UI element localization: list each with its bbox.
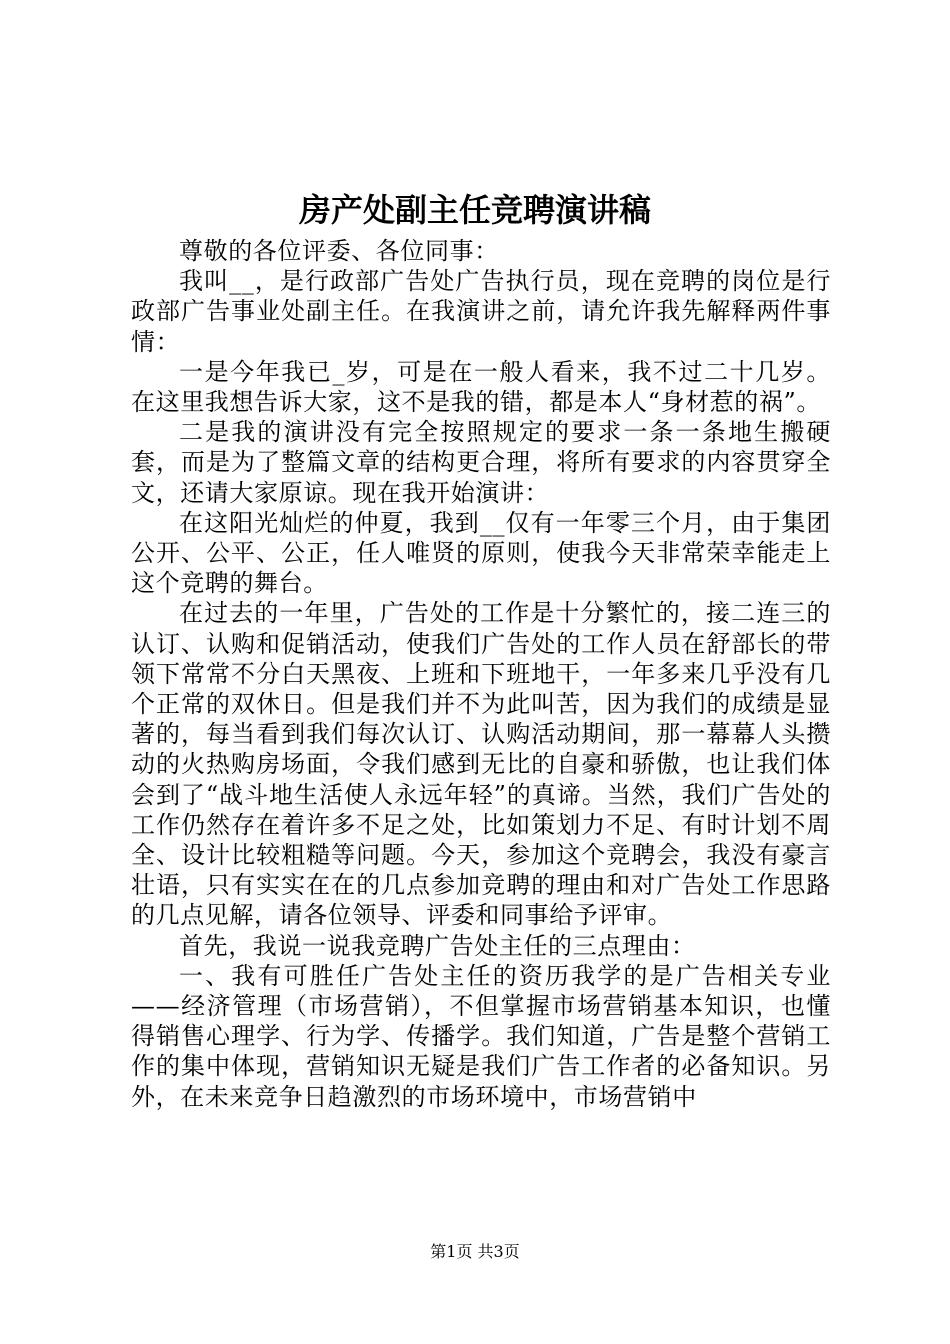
paragraph: 首先，我说一说我竞聘广告处主任的三点理由：	[179, 931, 696, 960]
document-body	[131, 236, 831, 1112]
paragraph: 一、我有可胜任广告处主任的资历我学的是广告相关专业——经济管理（市场营销），不但掌握市场营销基本知识，也懂得销售心理学、行为学、传播学。我们知道，广告是整个营销工作的集中体现，营销知识无疑是我们广告工作者的必备知识。另外，在未来竞争日趋激烈的市场环境中，市场营销中	[131, 961, 831, 1111]
paragraph: 一是今年我已_岁，可是在一般人看来，我不过二十几岁。在这里我想告诉大家，这不是我的错，都是本人“身材惹的祸”。	[131, 357, 831, 417]
page-footer: 第1页 共3页	[430, 1242, 520, 1261]
paragraph: 我叫__，是行政部广告处广告执行员，现在竞聘的岗位是行政部广告事业处副主任。在我演讲之前，请允许我先解释两件事情：	[131, 267, 831, 356]
paragraph: 在过去的一年里，广告处的工作是十分繁忙的，接二连三的认订、认购和促销活动，使我们广告处的工作人员在舒部长的带领下常常不分白天黑夜、上班和下班地干，一年多来几乎没有几个正常的双休日。但是我们并不为此叫苦，因为我们的成绩是显著的，每当看到我们每次认订、认购活动期间，那一幕幕人头攒动的火热购房场面，令我们感到无比的自豪和骄傲，也让我们体会到了“战斗地生活使人永远年轻”的真谛。当然，我们广告处的工作仍然存在着许多不足之处，比如策划力不足、有时计划不周全、设计比较粗糙等问题。今天，参加这个竞聘会，我没有豪言壮语，只有实实在在的几点参加竞聘的理由和对广告处工作思路的几点见解，请各位领导、评委和同事给予评审。	[131, 599, 831, 930]
document-title: 房产处副主任竞聘演讲稿	[298, 191, 651, 229]
paragraph: 尊敬的各位评委、各位同事：	[179, 237, 499, 265]
paragraph: 在这阳光灿烂的仲夏，我到__仅有一年零三个月，由于集团公开、公平、公正，任人唯贤的原则，使我今天非常荣幸能走上这个竞聘的舞台。	[131, 508, 831, 598]
paragraph: 二是我的演讲没有完全按照规定的要求一条一条地生搬硬套，而是为了整篇文章的结构更合理，将所有要求的内容贯穿全文，还请大家原谅。现在我开始演讲：	[131, 418, 831, 507]
